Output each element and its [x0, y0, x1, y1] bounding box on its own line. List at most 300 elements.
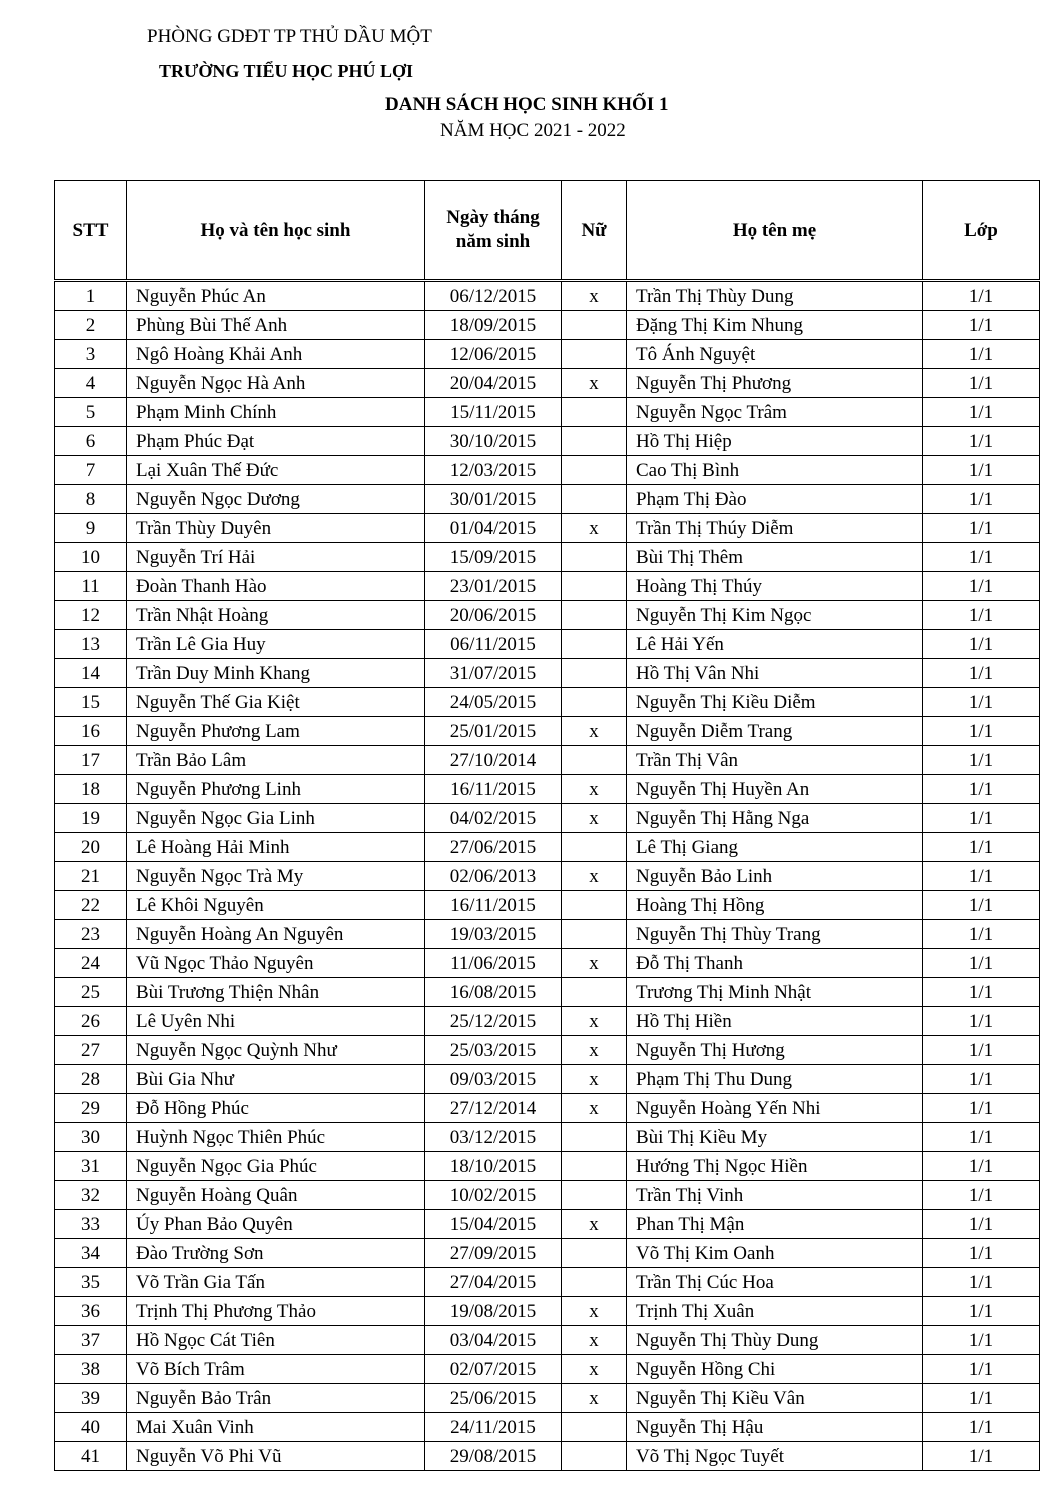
cell-date-of-birth: 20/04/2015 [425, 369, 562, 398]
table-row [55, 717, 1040, 746]
column-header-student-name: Họ và tên học sinh [127, 181, 425, 281]
cell-mother-name: Đỗ Thị Thanh [627, 949, 923, 978]
cell-student-name: Nguyễn Phương Lam [127, 717, 425, 746]
cell-student-name: Vũ Ngọc Thảo Nguyên [127, 949, 425, 978]
cell-female-mark: x [562, 1036, 627, 1065]
cell-class: 1/1 [923, 1384, 1040, 1413]
cell-mother-name: Nguyễn Thị Kiều Vân [627, 1384, 923, 1413]
cell-stt: 23 [55, 920, 127, 949]
cell-mother-name: Nguyễn Bảo Linh [627, 862, 923, 891]
cell-female-mark [562, 891, 627, 920]
cell-stt: 11 [55, 572, 127, 601]
cell-female-mark [562, 543, 627, 572]
cell-class: 1/1 [923, 1239, 1040, 1268]
cell-date-of-birth: 10/02/2015 [425, 1181, 562, 1210]
cell-date-of-birth: 15/04/2015 [425, 1210, 562, 1239]
column-header-dob-line1: Ngày tháng [446, 207, 540, 229]
table-row [55, 1210, 1040, 1239]
cell-student-name: Đoàn Thanh Hào [127, 572, 425, 601]
cell-class: 1/1 [923, 1123, 1040, 1152]
cell-date-of-birth: 15/09/2015 [425, 543, 562, 572]
cell-female-mark: x [562, 1210, 627, 1239]
cell-class: 1/1 [923, 978, 1040, 1007]
cell-date-of-birth: 15/11/2015 [425, 398, 562, 427]
table-row [55, 1181, 1040, 1210]
cell-stt: 9 [55, 514, 127, 543]
cell-student-name: Đào Trường Sơn [127, 1239, 425, 1268]
cell-class: 1/1 [923, 1268, 1040, 1297]
cell-mother-name: Nguyễn Ngọc Trâm [627, 398, 923, 427]
cell-mother-name: Nguyễn Thị Kiều Diễm [627, 688, 923, 717]
cell-stt: 16 [55, 717, 127, 746]
cell-class: 1/1 [923, 949, 1040, 978]
cell-female-mark [562, 456, 627, 485]
cell-date-of-birth: 25/12/2015 [425, 1007, 562, 1036]
cell-student-name: Võ Bích Trâm [127, 1355, 425, 1384]
cell-student-name: Lê Hoàng Hải Minh [127, 833, 425, 862]
table-row [55, 659, 1040, 688]
cell-mother-name: Hồ Thị Hiệp [627, 427, 923, 456]
cell-student-name: Trần Thùy Duyên [127, 514, 425, 543]
table-row [55, 1384, 1040, 1413]
cell-stt: 41 [55, 1442, 127, 1471]
cell-student-name: Lê Khôi Nguyên [127, 891, 425, 920]
cell-class: 1/1 [923, 1152, 1040, 1181]
cell-stt: 38 [55, 1355, 127, 1384]
cell-female-mark [562, 601, 627, 630]
table-row [55, 543, 1040, 572]
table-row [55, 456, 1040, 485]
cell-date-of-birth: 29/08/2015 [425, 1442, 562, 1471]
cell-mother-name: Phạm Thị Đào [627, 485, 923, 514]
cell-female-mark [562, 833, 627, 862]
column-header-dob-line2: năm sinh [455, 231, 531, 252]
department-name: PHÒNG GDĐT TP THỦ DẦU MỘT [147, 26, 432, 47]
cell-female-mark: x [562, 1007, 627, 1036]
cell-stt: 32 [55, 1181, 127, 1210]
cell-student-name: Úy Phan Bảo Quyên [127, 1210, 425, 1239]
cell-class: 1/1 [923, 630, 1040, 659]
cell-student-name: Nguyễn Hoàng An Nguyên [127, 920, 425, 949]
cell-date-of-birth: 24/05/2015 [425, 688, 562, 717]
cell-class: 1/1 [923, 804, 1040, 833]
cell-class: 1/1 [923, 340, 1040, 369]
cell-mother-name: Trần Thị Cúc Hoa [627, 1268, 923, 1297]
cell-mother-name: Hoàng Thị Hồng [627, 891, 923, 920]
cell-female-mark [562, 1181, 627, 1210]
cell-class: 1/1 [923, 920, 1040, 949]
table-row [55, 920, 1040, 949]
cell-female-mark [562, 978, 627, 1007]
cell-student-name: Nguyễn Ngọc Dương [127, 485, 425, 514]
cell-mother-name: Hoàng Thị Thúy [627, 572, 923, 601]
cell-female-mark: x [562, 1326, 627, 1355]
cell-date-of-birth: 31/07/2015 [425, 659, 562, 688]
cell-student-name: Nguyễn Phương Linh [127, 775, 425, 804]
cell-female-mark [562, 1123, 627, 1152]
table-row [55, 1268, 1040, 1297]
cell-date-of-birth: 06/12/2015 [425, 281, 562, 311]
table-row [55, 1007, 1040, 1036]
cell-date-of-birth: 03/04/2015 [425, 1326, 562, 1355]
cell-stt: 22 [55, 891, 127, 920]
cell-stt: 34 [55, 1239, 127, 1268]
cell-student-name: Nguyễn Trí Hải [127, 543, 425, 572]
cell-date-of-birth: 18/10/2015 [425, 1152, 562, 1181]
table-row [55, 369, 1040, 398]
cell-mother-name: Võ Thị Kim Oanh [627, 1239, 923, 1268]
cell-mother-name: Lê Hải Yến [627, 630, 923, 659]
cell-date-of-birth: 20/06/2015 [425, 601, 562, 630]
cell-student-name: Nguyễn Thế Gia Kiệt [127, 688, 425, 717]
document-title: DANH SÁCH HỌC SINH KHỐI 1 [385, 94, 669, 115]
cell-date-of-birth: 30/10/2015 [425, 427, 562, 456]
cell-female-mark [562, 311, 627, 340]
table-row [55, 427, 1040, 456]
table-row [55, 311, 1040, 340]
cell-student-name: Trần Bảo Lâm [127, 746, 425, 775]
cell-stt: 39 [55, 1384, 127, 1413]
cell-stt: 33 [55, 1210, 127, 1239]
cell-stt: 26 [55, 1007, 127, 1036]
cell-stt: 1 [55, 281, 127, 311]
cell-mother-name: Hướng Thị Ngọc Hiền [627, 1152, 923, 1181]
table-row [55, 1442, 1040, 1471]
cell-mother-name: Hồ Thị Hiền [627, 1007, 923, 1036]
cell-stt: 6 [55, 427, 127, 456]
cell-class: 1/1 [923, 1355, 1040, 1384]
cell-student-name: Phạm Minh Chính [127, 398, 425, 427]
table-row [55, 804, 1040, 833]
cell-stt: 31 [55, 1152, 127, 1181]
cell-date-of-birth: 01/04/2015 [425, 514, 562, 543]
cell-female-mark [562, 688, 627, 717]
cell-class: 1/1 [923, 543, 1040, 572]
cell-class: 1/1 [923, 1065, 1040, 1094]
table-row [55, 572, 1040, 601]
cell-date-of-birth: 12/06/2015 [425, 340, 562, 369]
cell-date-of-birth: 25/06/2015 [425, 1384, 562, 1413]
cell-female-mark [562, 659, 627, 688]
table-row [55, 281, 1040, 311]
cell-stt: 13 [55, 630, 127, 659]
cell-student-name: Trần Lê Gia Huy [127, 630, 425, 659]
cell-stt: 8 [55, 485, 127, 514]
table-header-row [55, 181, 1040, 281]
cell-student-name: Võ Trần Gia Tấn [127, 1268, 425, 1297]
cell-class: 1/1 [923, 1094, 1040, 1123]
cell-stt: 7 [55, 456, 127, 485]
table-row [55, 891, 1040, 920]
cell-mother-name: Trần Thị Thùy Dung [627, 281, 923, 311]
cell-student-name: Hồ Ngọc Cát Tiên [127, 1326, 425, 1355]
cell-stt: 40 [55, 1413, 127, 1442]
cell-female-mark [562, 630, 627, 659]
cell-mother-name: Trần Thị Vinh [627, 1181, 923, 1210]
cell-class: 1/1 [923, 311, 1040, 340]
cell-date-of-birth: 23/01/2015 [425, 572, 562, 601]
cell-female-mark [562, 427, 627, 456]
cell-class: 1/1 [923, 862, 1040, 891]
cell-female-mark [562, 1239, 627, 1268]
cell-female-mark [562, 1413, 627, 1442]
school-year: NĂM HỌC 2021 - 2022 [440, 120, 626, 141]
cell-mother-name: Nguyễn Thị Huyền An [627, 775, 923, 804]
table-row [55, 340, 1040, 369]
cell-female-mark: x [562, 514, 627, 543]
cell-class: 1/1 [923, 1181, 1040, 1210]
cell-class: 1/1 [923, 688, 1040, 717]
cell-class: 1/1 [923, 456, 1040, 485]
cell-class: 1/1 [923, 1326, 1040, 1355]
cell-class: 1/1 [923, 891, 1040, 920]
cell-date-of-birth: 03/12/2015 [425, 1123, 562, 1152]
cell-class: 1/1 [923, 659, 1040, 688]
cell-stt: 27 [55, 1036, 127, 1065]
cell-stt: 35 [55, 1268, 127, 1297]
cell-student-name: Phùng Bùi Thế Anh [127, 311, 425, 340]
cell-stt: 17 [55, 746, 127, 775]
table-row [55, 1239, 1040, 1268]
cell-mother-name: Nguyễn Hoàng Yến Nhi [627, 1094, 923, 1123]
cell-date-of-birth: 06/11/2015 [425, 630, 562, 659]
cell-date-of-birth: 02/06/2013 [425, 862, 562, 891]
cell-stt: 37 [55, 1326, 127, 1355]
cell-stt: 29 [55, 1094, 127, 1123]
cell-female-mark [562, 1442, 627, 1471]
cell-female-mark: x [562, 949, 627, 978]
table-row [55, 485, 1040, 514]
cell-student-name: Nguyễn Phúc An [127, 281, 425, 311]
cell-date-of-birth: 11/06/2015 [425, 949, 562, 978]
cell-stt: 12 [55, 601, 127, 630]
cell-class: 1/1 [923, 601, 1040, 630]
cell-female-mark: x [562, 1355, 627, 1384]
cell-class: 1/1 [923, 427, 1040, 456]
cell-date-of-birth: 09/03/2015 [425, 1065, 562, 1094]
cell-student-name: Nguyễn Ngọc Gia Phúc [127, 1152, 425, 1181]
cell-female-mark: x [562, 862, 627, 891]
cell-stt: 10 [55, 543, 127, 572]
cell-female-mark: x [562, 775, 627, 804]
table-row [55, 949, 1040, 978]
cell-mother-name: Phan Thị Mận [627, 1210, 923, 1239]
cell-female-mark: x [562, 1094, 627, 1123]
cell-date-of-birth: 27/04/2015 [425, 1268, 562, 1297]
cell-student-name: Nguyễn Ngọc Quỳnh Như [127, 1036, 425, 1065]
cell-stt: 30 [55, 1123, 127, 1152]
cell-class: 1/1 [923, 1297, 1040, 1326]
cell-date-of-birth: 30/01/2015 [425, 485, 562, 514]
cell-student-name: Lê Uyên Nhi [127, 1007, 425, 1036]
cell-date-of-birth: 27/10/2014 [425, 746, 562, 775]
cell-stt: 3 [55, 340, 127, 369]
cell-female-mark: x [562, 1065, 627, 1094]
column-header-stt: STT [55, 181, 127, 281]
cell-student-name: Mai Xuân Vinh [127, 1413, 425, 1442]
cell-mother-name: Nguyễn Hồng Chi [627, 1355, 923, 1384]
cell-stt: 5 [55, 398, 127, 427]
cell-stt: 2 [55, 311, 127, 340]
cell-mother-name: Nguyễn Diễm Trang [627, 717, 923, 746]
cell-female-mark [562, 572, 627, 601]
cell-female-mark: x [562, 281, 627, 311]
cell-mother-name: Tô Ánh Nguyệt [627, 340, 923, 369]
cell-class: 1/1 [923, 1007, 1040, 1036]
cell-female-mark: x [562, 1297, 627, 1326]
cell-female-mark [562, 746, 627, 775]
student-list-table [54, 180, 1040, 1471]
cell-stt: 15 [55, 688, 127, 717]
cell-stt: 25 [55, 978, 127, 1007]
cell-class: 1/1 [923, 717, 1040, 746]
table-row [55, 630, 1040, 659]
cell-female-mark [562, 340, 627, 369]
cell-mother-name: Trần Thị Vân [627, 746, 923, 775]
cell-date-of-birth: 16/08/2015 [425, 978, 562, 1007]
cell-mother-name: Phạm Thị Thu Dung [627, 1065, 923, 1094]
column-header-class: Lớp [923, 181, 1040, 281]
table-row [55, 1297, 1040, 1326]
cell-class: 1/1 [923, 572, 1040, 601]
table-row [55, 1355, 1040, 1384]
cell-student-name: Ngô Hoàng Khải Anh [127, 340, 425, 369]
cell-mother-name: Trương Thị Minh Nhật [627, 978, 923, 1007]
cell-student-name: Nguyễn Ngọc Hà Anh [127, 369, 425, 398]
cell-female-mark: x [562, 804, 627, 833]
cell-date-of-birth: 25/03/2015 [425, 1036, 562, 1065]
cell-mother-name: Nguyễn Thị Thùy Trang [627, 920, 923, 949]
cell-mother-name: Nguyễn Thị Hậu [627, 1413, 923, 1442]
cell-stt: 28 [55, 1065, 127, 1094]
cell-stt: 19 [55, 804, 127, 833]
cell-date-of-birth: 27/12/2014 [425, 1094, 562, 1123]
table-row [55, 1413, 1040, 1442]
cell-student-name: Trần Nhật Hoàng [127, 601, 425, 630]
cell-student-name: Bùi Gia Như [127, 1065, 425, 1094]
cell-class: 1/1 [923, 1036, 1040, 1065]
cell-female-mark [562, 1152, 627, 1181]
cell-date-of-birth: 19/08/2015 [425, 1297, 562, 1326]
cell-mother-name: Nguyễn Thị Thùy Dung [627, 1326, 923, 1355]
cell-class: 1/1 [923, 281, 1040, 311]
cell-female-mark: x [562, 369, 627, 398]
table-row [55, 862, 1040, 891]
cell-mother-name: Nguyễn Thị Phương [627, 369, 923, 398]
cell-student-name: Trịnh Thị Phương Thảo [127, 1297, 425, 1326]
cell-student-name: Nguyễn Bảo Trân [127, 1384, 425, 1413]
school-name: TRƯỜNG TIỂU HỌC PHÚ LỢI [159, 61, 414, 81]
cell-stt: 20 [55, 833, 127, 862]
cell-mother-name: Nguyễn Thị Hương [627, 1036, 923, 1065]
table-body [55, 281, 1040, 1471]
cell-student-name: Nguyễn Hoàng Quân [127, 1181, 425, 1210]
cell-class: 1/1 [923, 514, 1040, 543]
cell-mother-name: Nguyễn Thị Kim Ngọc [627, 601, 923, 630]
column-header-female: Nữ [562, 181, 627, 281]
cell-class: 1/1 [923, 1413, 1040, 1442]
cell-mother-name: Hồ Thị Vân Nhi [627, 659, 923, 688]
cell-female-mark [562, 1268, 627, 1297]
cell-class: 1/1 [923, 369, 1040, 398]
cell-stt: 4 [55, 369, 127, 398]
cell-female-mark [562, 398, 627, 427]
cell-student-name: Nguyễn Võ Phi Vũ [127, 1442, 425, 1471]
cell-student-name: Nguyễn Ngọc Trà My [127, 862, 425, 891]
cell-class: 1/1 [923, 775, 1040, 804]
table-row [55, 775, 1040, 804]
cell-stt: 18 [55, 775, 127, 804]
cell-mother-name: Trịnh Thị Xuân [627, 1297, 923, 1326]
cell-date-of-birth: 27/06/2015 [425, 833, 562, 862]
table-row [55, 601, 1040, 630]
cell-female-mark: x [562, 717, 627, 746]
cell-class: 1/1 [923, 485, 1040, 514]
table-row [55, 1326, 1040, 1355]
table-row [55, 688, 1040, 717]
table-row [55, 746, 1040, 775]
cell-student-name: Lại Xuân Thế Đức [127, 456, 425, 485]
cell-class: 1/1 [923, 833, 1040, 862]
cell-mother-name: Trần Thị Thúy Diễm [627, 514, 923, 543]
cell-student-name: Nguyễn Ngọc Gia Linh [127, 804, 425, 833]
cell-female-mark: x [562, 1384, 627, 1413]
cell-mother-name: Bùi Thị Thêm [627, 543, 923, 572]
cell-date-of-birth: 12/03/2015 [425, 456, 562, 485]
table-row [55, 398, 1040, 427]
cell-date-of-birth: 18/09/2015 [425, 311, 562, 340]
cell-date-of-birth: 25/01/2015 [425, 717, 562, 746]
table-row [55, 833, 1040, 862]
cell-stt: 36 [55, 1297, 127, 1326]
cell-mother-name: Bùi Thị Kiều My [627, 1123, 923, 1152]
table-row [55, 978, 1040, 1007]
cell-student-name: Huỳnh Ngọc Thiên Phúc [127, 1123, 425, 1152]
cell-class: 1/1 [923, 1442, 1040, 1471]
cell-female-mark [562, 485, 627, 514]
column-header-date-of-birth [425, 181, 562, 281]
cell-date-of-birth: 16/11/2015 [425, 891, 562, 920]
cell-student-name: Trần Duy Minh Khang [127, 659, 425, 688]
cell-date-of-birth: 19/03/2015 [425, 920, 562, 949]
cell-date-of-birth: 02/07/2015 [425, 1355, 562, 1384]
cell-mother-name: Nguyễn Thị Hằng Nga [627, 804, 923, 833]
cell-date-of-birth: 27/09/2015 [425, 1239, 562, 1268]
cell-stt: 24 [55, 949, 127, 978]
table-row [55, 1152, 1040, 1181]
table-row [55, 1065, 1040, 1094]
cell-mother-name: Lê Thị Giang [627, 833, 923, 862]
cell-class: 1/1 [923, 746, 1040, 775]
table-row [55, 1036, 1040, 1065]
cell-mother-name: Võ Thị Ngọc Tuyết [627, 1442, 923, 1471]
cell-student-name: Đỗ Hồng Phúc [127, 1094, 425, 1123]
cell-date-of-birth: 04/02/2015 [425, 804, 562, 833]
table-row [55, 514, 1040, 543]
column-header-mother-name: Họ tên mẹ [627, 181, 923, 281]
cell-mother-name: Đặng Thị Kim Nhung [627, 311, 923, 340]
table-row [55, 1123, 1040, 1152]
cell-stt: 14 [55, 659, 127, 688]
cell-student-name: Phạm Phúc Đạt [127, 427, 425, 456]
cell-student-name: Bùi Trương Thiện Nhân [127, 978, 425, 1007]
cell-mother-name: Cao Thị Bình [627, 456, 923, 485]
cell-female-mark [562, 920, 627, 949]
cell-class: 1/1 [923, 1210, 1040, 1239]
cell-stt: 21 [55, 862, 127, 891]
cell-date-of-birth: 16/11/2015 [425, 775, 562, 804]
cell-class: 1/1 [923, 398, 1040, 427]
